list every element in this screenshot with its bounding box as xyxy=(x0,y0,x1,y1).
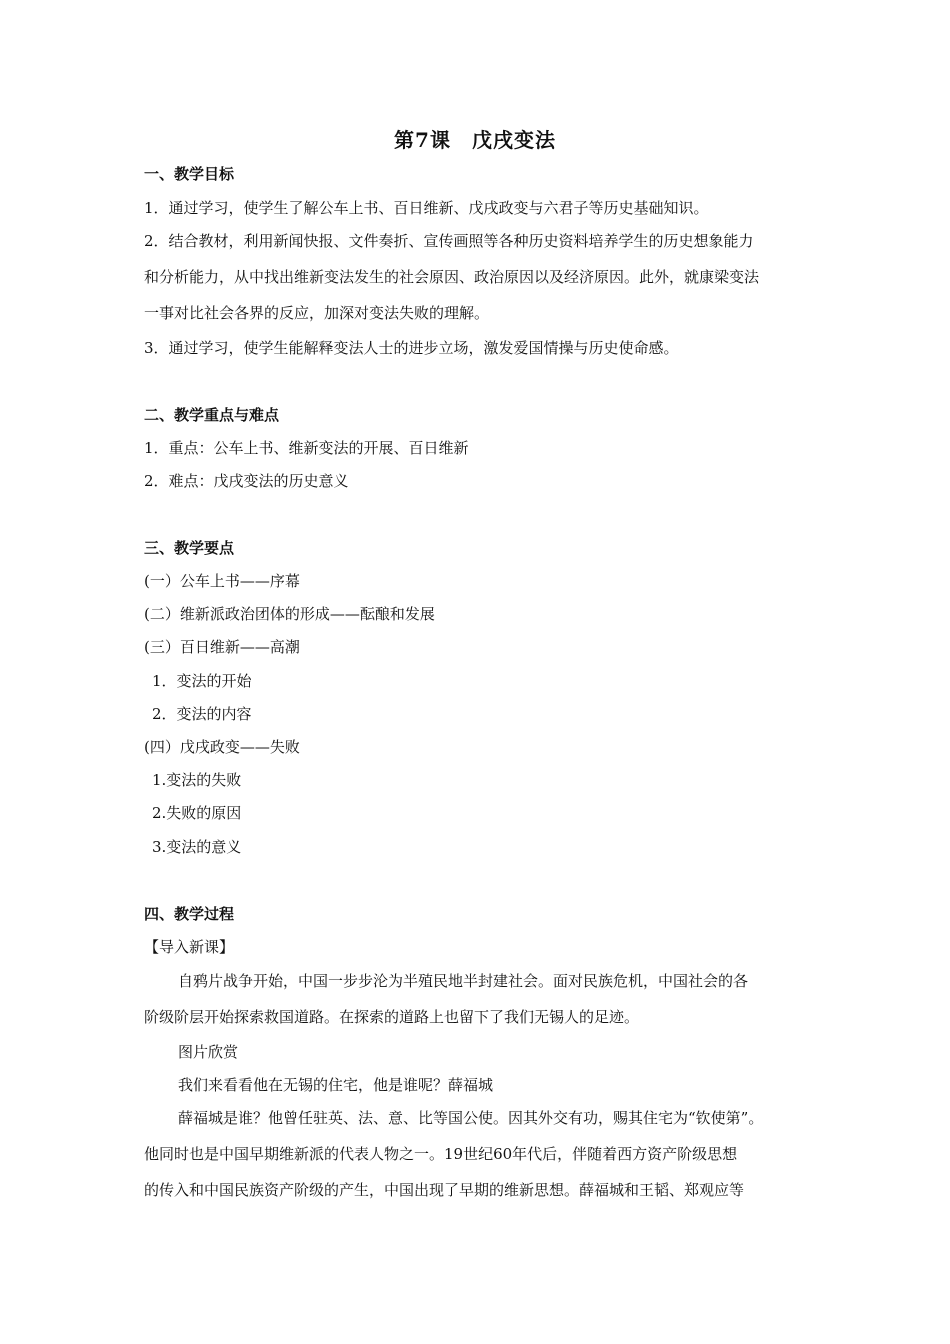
paragraph-line: 阶级阶层开始探索救国道路。在探索的道路上也留下了我们无锡人的足迹。 xyxy=(144,1008,640,1026)
section-heading-outline: 三、教学要点 xyxy=(144,539,235,557)
outline-item: (三）百日维新——高潮 xyxy=(144,638,300,656)
paragraph-line: 薛福城是谁？他曾任驻英、法、意、比等国公使。因其外交有功，赐其住宅为“钦使第”。 xyxy=(178,1109,764,1127)
paragraph-line: 的传入和中国民族资产阶级的产生，中国出现了早期的维新思想。薛福城和王韬、郑观应等 xyxy=(144,1181,745,1199)
paragraph-line: 和分析能力，从中找出维新变法发生的社会原因、政治原因以及经济原因。此外，就康梁变法 xyxy=(144,268,760,286)
paragraph-line: 1．重点：公车上书、维新变法的开展、百日维新 xyxy=(144,439,469,457)
paragraph-line: 2．结合教材，利用新闻快报、文件奏折、宣传画照等各种历史资料培养学生的历史想象能力 xyxy=(144,232,754,250)
outline-subitem: 1.变法的失败 xyxy=(152,771,242,789)
outline-subitem: 2.失败的原因 xyxy=(152,804,242,822)
outline-item: (一）公车上书——序幕 xyxy=(144,572,300,590)
paragraph-line: 自鸦片战争开始，中国一步步沦为半殖民地半封建社会。面对民族危机，中国社会的各 xyxy=(178,972,749,990)
section-heading-objectives: 一、教学目标 xyxy=(144,165,235,183)
paragraph-line: 图片欣赏 xyxy=(178,1043,239,1061)
document-title: 第7课 戊戌变法 xyxy=(394,128,556,152)
outline-subitem: 2．变法的内容 xyxy=(152,705,252,723)
outline-subitem: 3.变法的意义 xyxy=(152,838,242,856)
outline-subitem: 1．变法的开始 xyxy=(152,672,252,690)
paragraph-line: 2．难点：戊戌变法的历史意义 xyxy=(144,472,349,490)
subsection-heading: 【导入新课】 xyxy=(144,938,235,956)
paragraph-line: 我们来看看他在无锡的住宅，他是谁呢？薛福城 xyxy=(178,1076,494,1094)
section-heading-process: 四、教学过程 xyxy=(144,905,235,923)
paragraph-line: 3．通过学习，使学生能解释变法人士的进步立场，激发爱国情操与历史使命感。 xyxy=(144,339,679,357)
outline-item: (二）维新派政治团体的形成——酝酿和发展 xyxy=(144,605,435,623)
paragraph-line: 1．通过学习，使学生了解公车上书、百日维新、戊戌政变与六君子等历史基础知识。 xyxy=(144,199,709,217)
paragraph-line: 一事对比社会各界的反应，加深对变法失败的理解。 xyxy=(144,304,490,322)
section-heading-key-points: 二、教学重点与难点 xyxy=(144,406,280,424)
paragraph-line: 他同时也是中国早期维新派的代表人物之一。19世纪60年代后，伴随着西方资产阶级思想 xyxy=(144,1145,738,1163)
outline-item: (四）戊戌政变——失败 xyxy=(144,738,300,756)
